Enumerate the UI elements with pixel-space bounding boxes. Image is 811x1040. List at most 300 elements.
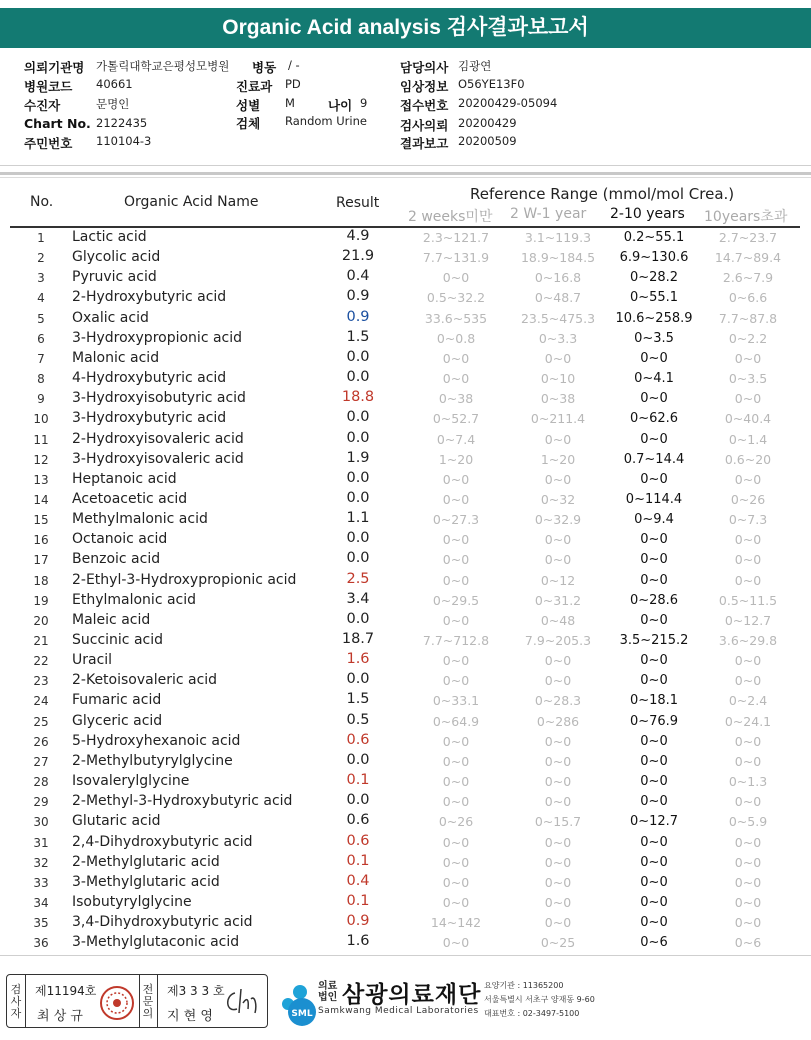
result-value: 1.5	[346, 328, 370, 345]
inspector-number: 제11194호	[35, 984, 97, 998]
acid-name: 3-Hydroxypropionic acid	[72, 329, 243, 346]
specialist-name: 지 현 영	[167, 1009, 213, 1024]
range-2w-1y: 0~48.7	[534, 290, 582, 306]
id-value: 110104-3	[96, 134, 152, 148]
range-2w-1y: 0~12	[540, 572, 576, 588]
range-under-2-weeks: 0~0	[442, 794, 470, 810]
table-row	[10, 510, 800, 530]
row-number: 16	[33, 533, 49, 548]
result-value: 0.0	[346, 610, 370, 627]
range-2-10y: 0~0	[640, 673, 668, 689]
range-2w-1y: 0~286	[536, 713, 580, 729]
range-under-2-weeks: 0~52.7	[432, 411, 480, 427]
range-over-10y: 7.7~87.8	[718, 310, 778, 326]
range-over-10y: 0.5~11.5	[718, 592, 778, 608]
row-number: 33	[33, 875, 49, 890]
range-under-2-weeks: 0~7.4	[436, 431, 476, 447]
range-2-10y: 0~0	[640, 350, 668, 366]
row-number: 25	[33, 714, 49, 729]
row-number: 26	[33, 734, 49, 749]
result-value: 0.9	[346, 308, 370, 325]
header-reference: Reference Range (mmol/mol Crea.)	[470, 185, 735, 203]
range-2w-1y: 0~0	[544, 834, 572, 850]
range-over-10y: 0~0	[734, 653, 762, 669]
range-2w-1y: 0~31.2	[534, 592, 582, 608]
acid-name: 2-Methyl-3-Hydroxybutyric acid	[72, 793, 293, 810]
range-over-10y: 0~0	[734, 874, 762, 890]
acid-name: 3-Hydroxyisobutyric acid	[72, 390, 246, 407]
range-over-10y: 0~6	[734, 935, 762, 951]
range-2w-1y: 0~0	[544, 673, 572, 689]
range-2-10y: 0~18.1	[629, 693, 679, 709]
range-over-10y: 0~0	[734, 350, 762, 366]
result-value: 1.1	[346, 510, 370, 527]
clinical-label: 임상정보	[400, 79, 449, 94]
range-under-2-weeks: 33.6~535	[424, 310, 488, 326]
row-number: 13	[33, 472, 49, 487]
range-2-10y: 6.9~130.6	[619, 250, 689, 266]
range-under-2-weeks: 0~0	[442, 834, 470, 850]
row-number: 7	[37, 351, 45, 366]
table-row	[10, 631, 800, 651]
range-under-2-weeks: 0~38	[438, 391, 474, 407]
range-over-10y: 0.6~20	[724, 451, 772, 467]
range-over-10y: 0~0	[734, 471, 762, 487]
range-2-10y: 0~4.1	[634, 371, 674, 387]
result-value: 2.5	[346, 570, 370, 587]
row-number: 30	[33, 815, 49, 830]
patient-info	[0, 50, 811, 166]
acid-name: Lactic acid	[72, 229, 147, 245]
range-under-2-weeks: 0~33.1	[432, 693, 480, 709]
acid-name: Isobutyrylglycine	[72, 893, 192, 910]
inspector-name: 최 상 규	[37, 1009, 83, 1024]
range-2-10y: 0~0	[640, 874, 668, 890]
range-over-10y: 0~12.7	[724, 612, 772, 628]
org-code: 요양기관 : 11365200	[484, 981, 564, 990]
range-2w-1y: 3.1~119.3	[524, 230, 592, 245]
result-value: 0.0	[346, 429, 370, 446]
result-value: 0.5	[346, 711, 370, 728]
range-2-10y: 0~62.6	[629, 411, 679, 427]
range-over-10y: 0~0	[734, 834, 762, 850]
range-under-2-weeks: 0~0	[442, 532, 470, 548]
range-over-10y: 0~7.3	[728, 512, 768, 528]
acid-name: 3-Hydroxyisovaleric acid	[72, 450, 244, 467]
acid-name: 2-Ketoisovaleric acid	[72, 672, 218, 689]
range-2-10y: 0~0	[640, 612, 668, 628]
org-address: 서울특별시 서초구 양재동 9-60	[484, 995, 595, 1004]
result-value: 0.1	[346, 892, 370, 909]
range-2w-1y: 0~16.8	[534, 270, 582, 286]
acid-name: Acetoacetic acid	[72, 490, 188, 507]
table-row	[10, 853, 800, 873]
age-label: 나이	[328, 98, 353, 113]
result-value: 0.0	[346, 751, 370, 768]
range-2w-1y: 0~15.7	[534, 814, 582, 830]
row-number: 2	[37, 251, 45, 266]
result-value: 0.9	[346, 288, 370, 305]
result-value: 0.0	[346, 792, 370, 809]
result-value: 0.0	[346, 469, 370, 486]
header-no: No.	[30, 194, 54, 210]
range-under-2-weeks: 0~0	[442, 753, 470, 769]
acid-name: 2-Ethyl-3-Hydroxypropionic acid	[72, 571, 297, 588]
acid-name: Malonic acid	[72, 349, 160, 366]
range-under-2-weeks: 7.7~712.8	[422, 633, 490, 648]
org-name: 삼광의료재단	[342, 982, 482, 1008]
range-over-10y: 14.7~89.4	[714, 250, 782, 266]
range-under-2-weeks: 0~0.8	[436, 330, 476, 346]
range-under-2-weeks: 0~0	[442, 270, 470, 286]
result-value: 4.9	[346, 228, 370, 244]
row-number: 31	[33, 835, 49, 850]
range-under-2-weeks: 1~20	[438, 451, 474, 467]
row-number: 34	[33, 895, 49, 910]
table-row	[10, 792, 800, 812]
range-2w-1y: 0~3.3	[538, 330, 578, 346]
request-label: 검사의뢰	[400, 118, 449, 133]
range-2-10y: 0~0	[640, 834, 668, 850]
range-2-10y: 0~0	[640, 653, 668, 669]
row-number: 5	[37, 311, 45, 326]
range-over-10y: 0~0	[734, 532, 762, 548]
range-2-10y: 0~28.6	[629, 592, 679, 608]
row-number: 10	[33, 412, 49, 427]
range-2w-1y: 0~0	[544, 894, 572, 910]
acid-name: 2-Methylbutyrylglycine	[72, 752, 233, 769]
row-number: 32	[33, 855, 49, 870]
range-over-10y: 0~2.4	[728, 693, 768, 709]
result-value: 1.6	[346, 933, 370, 950]
range-over-10y: 2.6~7.9	[722, 270, 774, 286]
range-under-2-weeks: 0~26	[438, 814, 474, 830]
specimen-label: 검체	[236, 116, 261, 131]
row-number: 28	[33, 775, 49, 790]
table-row	[10, 309, 800, 329]
range-2w-1y: 0~0	[544, 552, 572, 568]
row-number: 12	[33, 452, 49, 467]
range-2-10y: 0~0	[640, 532, 668, 548]
acid-name: 3-Methylglutaconic acid	[72, 934, 240, 951]
acid-name: 2,4-Dihydroxybutyric acid	[72, 833, 253, 850]
table-row	[10, 530, 800, 550]
range-2-10y: 3.5~215.2	[619, 633, 689, 648]
range-under-2-weeks: 0~0	[442, 774, 470, 790]
table-row	[10, 409, 800, 429]
row-number: 3	[37, 271, 45, 286]
range-2w-1y: 0~0	[544, 653, 572, 669]
range-over-10y: 0~40.4	[724, 411, 772, 427]
acid-name: Glutaric acid	[72, 813, 161, 830]
bottom-separator	[0, 955, 811, 956]
acid-name: Glycolic acid	[72, 249, 161, 266]
acid-name: Ethylmalonic acid	[72, 591, 197, 608]
signature-icon	[221, 985, 261, 1019]
logo-text: SML	[291, 1009, 313, 1019]
table-row	[10, 490, 800, 510]
header-range-adult: 10years초과	[704, 209, 788, 225]
range-over-10y: 2.7~23.7	[718, 230, 778, 245]
acid-name: 3-Methylglutaric acid	[72, 873, 220, 890]
table-row	[10, 571, 800, 591]
request-value: 20200429	[458, 116, 517, 130]
range-2-10y: 0~76.9	[629, 713, 679, 729]
acid-name: Pyruvic acid	[72, 269, 157, 286]
table-row	[10, 933, 800, 953]
table-row	[10, 651, 800, 671]
range-under-2-weeks: 0~29.5	[432, 592, 480, 608]
range-2-10y: 0~0	[640, 774, 668, 790]
acid-name: Glyceric acid	[72, 712, 163, 729]
range-2w-1y: 0~0	[544, 915, 572, 931]
range-2-10y: 0~0	[640, 391, 668, 407]
acid-name: Oxalic acid	[72, 309, 149, 326]
result-value: 0.0	[346, 369, 370, 386]
acid-name: 2-Methylglutaric acid	[72, 853, 220, 870]
doctor-value: 김광연	[458, 59, 492, 73]
range-over-10y: 0~0	[734, 733, 762, 749]
range-over-10y: 0~3.5	[728, 371, 768, 387]
dept-value: PD	[285, 77, 301, 91]
table-row	[10, 329, 800, 349]
range-2w-1y: 0~28.3	[534, 693, 582, 709]
table-row	[10, 288, 800, 308]
range-under-2-weeks: 0~0	[442, 673, 470, 689]
range-under-2-weeks: 0~0	[442, 733, 470, 749]
institution-value: 가톨릭대학교은평성모병원	[96, 59, 230, 73]
hospital-code-value: 40661	[96, 77, 133, 91]
specialist-number: 제3 3 3 호	[167, 984, 225, 998]
range-over-10y: 0~0	[734, 572, 762, 588]
sex-value: M	[285, 96, 295, 110]
table-row	[10, 913, 800, 933]
range-2-10y: 0~0	[640, 854, 668, 870]
org-english: Samkwang Medical Laboratories	[318, 1006, 479, 1016]
table-row	[10, 611, 800, 631]
table-row	[10, 752, 800, 772]
row-number: 4	[37, 291, 45, 306]
range-2w-1y: 7.9~205.3	[524, 633, 592, 648]
range-over-10y: 0~1.4	[728, 431, 768, 447]
org-phone: 대표번호 : 02-3497-5100	[484, 1009, 580, 1018]
row-number: 27	[33, 754, 49, 769]
range-2w-1y: 0~32	[540, 491, 576, 507]
range-over-10y: 0~24.1	[724, 713, 772, 729]
table-row	[10, 268, 800, 288]
acid-name: Uracil	[72, 652, 113, 669]
specimen-value: Random Urine	[285, 114, 367, 128]
acid-name: 2-Hydroxyisovaleric acid	[72, 430, 244, 447]
signature-box	[6, 974, 268, 1028]
range-over-10y: 0~0	[734, 391, 762, 407]
ward-value: / -	[288, 58, 300, 72]
result-value: 1.5	[346, 691, 370, 708]
range-2-10y: 0~0	[640, 753, 668, 769]
report-title: Organic Acid analysis 검사결과보고서	[0, 8, 811, 48]
report-value: 20200509	[458, 134, 517, 148]
range-2w-1y: 0~0	[544, 774, 572, 790]
range-under-2-weeks: 7.7~131.9	[422, 250, 490, 266]
table-row	[10, 812, 800, 832]
table-row	[10, 732, 800, 752]
range-over-10y: 0~0	[734, 673, 762, 689]
separator-thin	[0, 177, 811, 178]
age-value: 9	[360, 96, 368, 110]
acid-name: 3-Hydroxybutyric acid	[72, 410, 227, 427]
range-2-10y: 0~9.4	[634, 512, 674, 528]
range-over-10y: 0~0	[734, 894, 762, 910]
table-row	[10, 349, 800, 369]
acid-name: 5-Hydroxyhexanoic acid	[72, 732, 241, 749]
range-2-10y: 10.6~258.9	[615, 310, 693, 326]
row-number: 21	[33, 634, 49, 648]
result-value: 21.9	[341, 248, 375, 265]
range-over-10y: 0~26	[730, 491, 766, 507]
sex-label: 성별	[236, 98, 261, 113]
header-range-child: 2-10 years	[610, 206, 685, 222]
range-2-10y: 0~114.4	[625, 491, 683, 507]
range-2w-1y: 23.5~475.3	[520, 310, 596, 326]
range-over-10y: 0~0	[734, 915, 762, 931]
range-2w-1y: 18.9~184.5	[520, 250, 596, 266]
ward-label: 병동	[252, 60, 277, 75]
range-under-2-weeks: 0~64.9	[432, 713, 480, 729]
table-row	[10, 833, 800, 853]
range-over-10y: 0~6.6	[728, 290, 768, 306]
row-number: 14	[33, 492, 49, 507]
range-over-10y: 0~5.9	[728, 814, 768, 830]
result-value: 0.0	[346, 530, 370, 547]
range-over-10y: 0~0	[734, 794, 762, 810]
header-result: Result	[336, 195, 380, 211]
acid-name: 3,4-Dihydroxybutyric acid	[72, 914, 253, 931]
range-2w-1y: 0~48	[540, 612, 576, 628]
range-2w-1y: 0~0	[544, 350, 572, 366]
range-over-10y: 0~2.2	[728, 330, 768, 346]
range-under-2-weeks: 0~27.3	[432, 512, 480, 528]
range-2w-1y: 0~32.9	[534, 512, 582, 528]
row-number: 15	[33, 513, 49, 528]
result-value: 18.7	[341, 631, 375, 647]
range-2w-1y: 0~0	[544, 753, 572, 769]
range-2-10y: 0~0	[640, 572, 668, 588]
row-number: 9	[37, 392, 45, 407]
range-2w-1y: 0~10	[540, 371, 576, 387]
range-2w-1y: 0~38	[540, 391, 576, 407]
hospital-code-label: 병원코드	[24, 79, 73, 94]
result-value: 18.8	[341, 389, 375, 406]
range-under-2-weeks: 0~0	[442, 653, 470, 669]
range-2-10y: 0.7~14.4	[623, 451, 685, 467]
acid-name: 4-Hydroxybutyric acid	[72, 370, 227, 387]
acid-name: Succinic acid	[72, 632, 164, 648]
row-number: 8	[37, 372, 45, 387]
range-under-2-weeks: 0~0	[442, 854, 470, 870]
table-row	[10, 389, 800, 409]
range-2w-1y: 0~211.4	[530, 411, 586, 427]
table-row	[10, 430, 800, 450]
receipt-value: 20200429-05094	[458, 96, 558, 110]
range-2-10y: 0.2~55.1	[623, 230, 685, 245]
result-value: 0.0	[346, 409, 370, 426]
header-name: Organic Acid Name	[124, 194, 259, 210]
table-row	[10, 228, 800, 248]
result-value: 0.6	[346, 731, 370, 748]
range-under-2-weeks: 0~0	[442, 612, 470, 628]
acid-name: Methylmalonic acid	[72, 511, 208, 528]
range-2-10y: 0~0	[640, 552, 668, 568]
range-under-2-weeks: 0~0	[442, 572, 470, 588]
patient-value: 문명인	[96, 97, 130, 111]
range-2-10y: 0~0	[640, 733, 668, 749]
range-2-10y: 0~0	[640, 471, 668, 487]
row-number: 17	[33, 553, 49, 568]
range-over-10y: 0~0	[734, 753, 762, 769]
row-number: 19	[33, 593, 49, 608]
range-2-10y: 0~28.2	[629, 270, 679, 286]
table-row	[10, 873, 800, 893]
table-row	[10, 712, 800, 732]
dept-label: 진료과	[236, 79, 273, 94]
range-under-2-weeks: 0~0	[442, 874, 470, 890]
doctor-label: 담당의사	[400, 60, 449, 75]
patient-label: 수진자	[24, 98, 61, 113]
row-number: 35	[33, 916, 49, 931]
result-value: 1.6	[346, 651, 370, 668]
acid-name: Heptanoic acid	[72, 470, 177, 487]
result-value: 0.0	[346, 550, 370, 567]
row-number: 6	[37, 331, 45, 346]
range-under-2-weeks: 0~0	[442, 935, 470, 951]
institution-label: 의뢰기관명	[24, 60, 85, 75]
separator	[0, 172, 811, 175]
result-value: 0.6	[346, 832, 370, 849]
row-number: 23	[33, 674, 49, 689]
range-2-10y: 0~0	[640, 894, 668, 910]
acid-name: Fumaric acid	[72, 692, 162, 709]
org-type: 의료 법인	[318, 981, 338, 1003]
table-row	[10, 550, 800, 570]
row-number: 22	[33, 654, 49, 669]
chart-value: 2122435	[96, 116, 148, 130]
range-under-2-weeks: 0~0	[442, 471, 470, 487]
range-2-10y: 0~0	[640, 431, 668, 447]
range-2w-1y: 0~0	[544, 854, 572, 870]
report-label: 결과보고	[400, 136, 449, 151]
range-over-10y: 0~1.3	[728, 774, 768, 790]
table-row	[10, 591, 800, 611]
table-row	[10, 470, 800, 490]
result-value: 3.4	[346, 590, 370, 607]
table-row	[10, 671, 800, 691]
result-value: 0.4	[346, 268, 370, 285]
range-2w-1y: 1~20	[540, 451, 576, 467]
range-over-10y: 0~0	[734, 552, 762, 568]
range-2w-1y: 0~0	[544, 471, 572, 487]
inspector-vertical-label: 검 사 자	[10, 983, 22, 1020]
range-over-10y: 3.6~29.8	[718, 633, 778, 648]
result-value: 0.0	[346, 489, 370, 506]
range-2w-1y: 0~0	[544, 874, 572, 890]
range-under-2-weeks: 0~0	[442, 491, 470, 507]
range-2w-1y: 0~25	[540, 935, 576, 951]
header-range-infant: 2 W-1 year	[510, 206, 587, 222]
row-number: 24	[33, 694, 49, 709]
result-value: 0.6	[346, 812, 370, 829]
range-2w-1y: 0~0	[544, 733, 572, 749]
specialist-vertical-label: 전 문 의	[142, 983, 154, 1020]
